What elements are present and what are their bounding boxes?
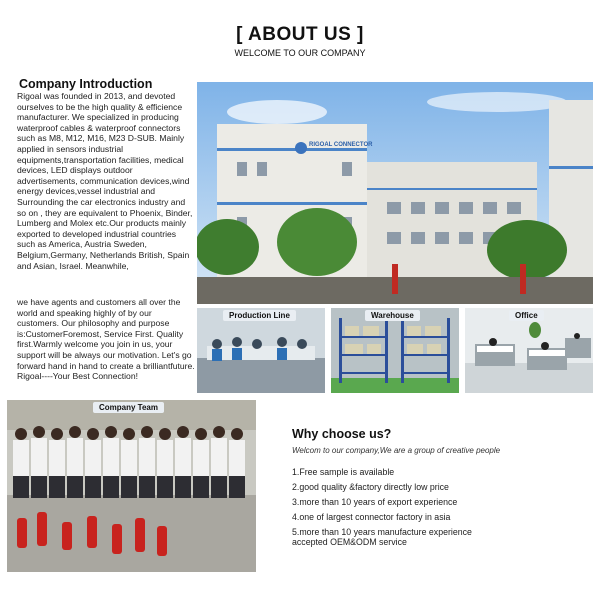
company-intro-text: Rigoal was founded in 2013, and devoted ourselves to be the high quality & efficience manufacturer. We specialized in producing waterproof cables & waterproof connectors such as M8, M12, M16, M23 D-SUB. Mainly applied in sensors industrial equipments,transportation facilities, medical devices, LED displays outdoor advertisements, communication devices,wind energy devices,vessel industrial and Surrounding the car electronics industry and so on , they are equivalent to Phoenix, Binder, Lumberg and Molex etc.Our products mainly exported to developed industrial countries such as America, Austria Sweden, Belgium,Germany, Netherlands British, Spain and Asian, Israel. Meanwhile, [17,91,193,271]
why-choose-us-list [292,467,592,552]
list-item: 3.more than 10 years of export experience [292,497,458,507]
production-line-photo [197,308,325,393]
company-intro-heading: Company Introduction [19,77,153,91]
warehouse-photo [331,308,459,393]
company-team-photo [7,400,256,572]
building-sign-text: RIGOAL CONNECTOR [309,142,373,148]
why-choose-us-subheading: Welcom to our company,We are a group of creative people [292,446,501,455]
page-subtitle: WELCOME TO OUR COMPANY [234,48,366,58]
company-team-label: Company Team [93,402,164,413]
production-line-label: Production Line [223,310,296,321]
company-intro-text-continued: we have agents and customers all over the world and speaking highly of by our customers. Our philosophy and purpose is:CustomerForemost, Service First. Quality first.Warmly welcome you join in us, your support will be always our motivation. Let's go forward hand in hand to create a brilliantfuture. Rigoal----Your Best Connection! [17,297,195,382]
list-item: 5.more than 10 years manufacture experience accepted OEM&ODM service [292,527,472,547]
company-building-photo [197,82,593,304]
office-photo [465,308,593,393]
why-choose-us-heading: Why choose us? [292,427,392,441]
office-label: Office [509,310,544,321]
list-item: 1.Free sample is available [292,467,395,477]
page-title: [ ABOUT US ] [236,24,364,45]
list-item: 2.good quality &factory directly low price [292,482,449,492]
warehouse-label: Warehouse [365,310,420,321]
list-item: 4.one of largest connector factory in asia [292,512,451,522]
